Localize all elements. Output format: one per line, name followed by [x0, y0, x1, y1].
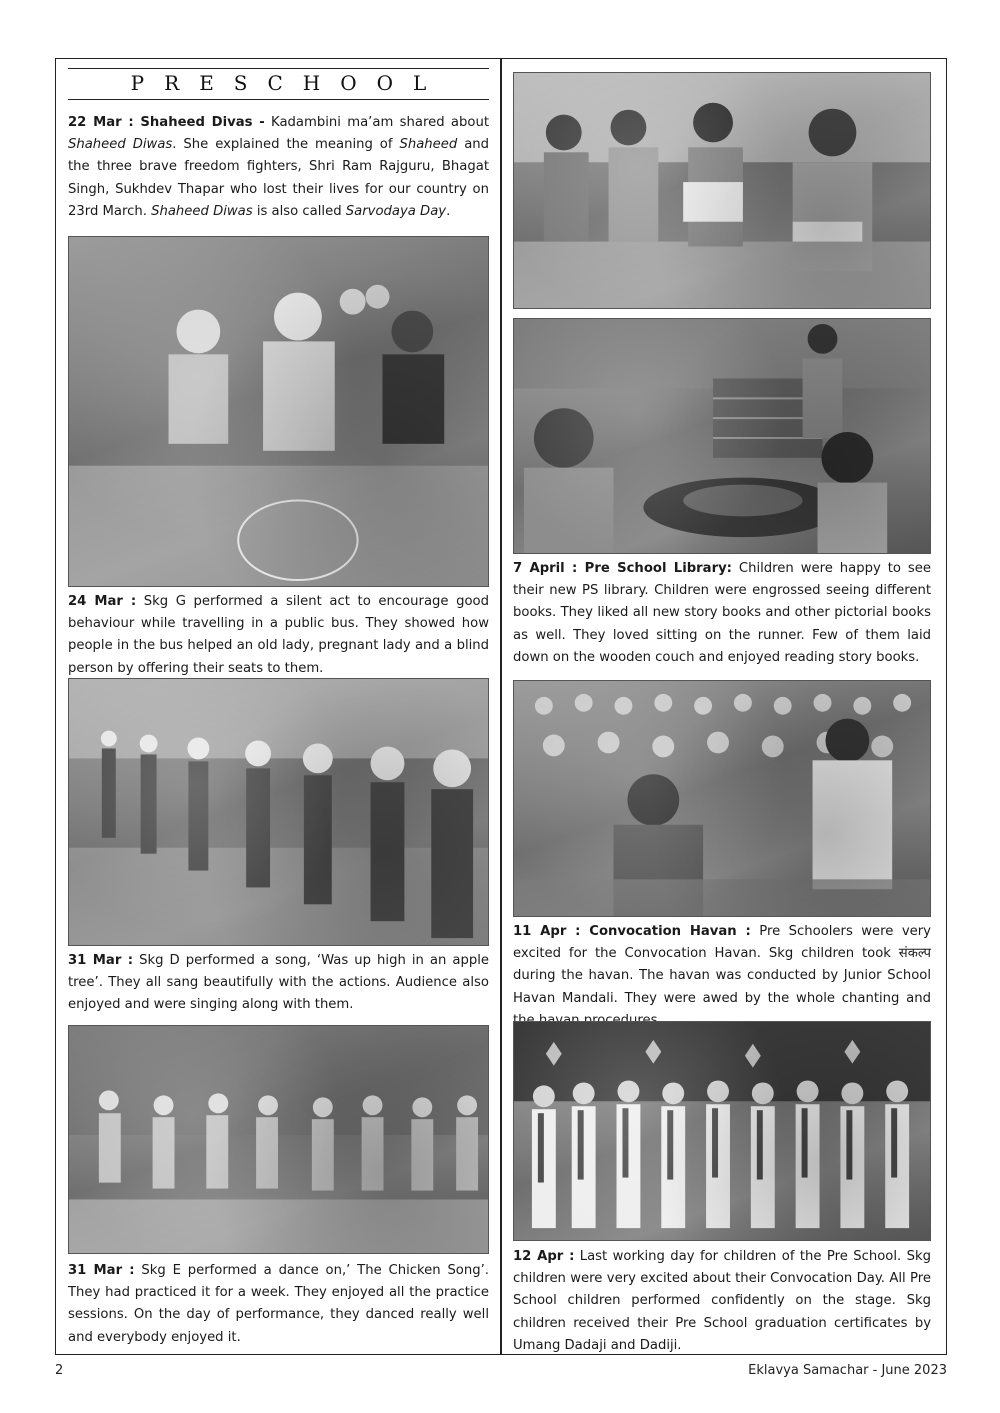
page-number: 2 [55, 1363, 64, 1378]
last-working-day-date: 12 Apr : [513, 1249, 575, 1264]
article-text: Kadambini ma’am shared about [264, 115, 489, 130]
shaheed-diwas-date: 22 Mar : Shaheed Divas - [68, 115, 265, 130]
skg-d-date: 31 Mar : [68, 953, 134, 968]
article-text: Skg G performed a silent act to encourage good behaviour while travelling in a public bus. They showed how people in the bus helped an old lady, pregnant lady and a blind person by offering their seats to them. [68, 594, 489, 676]
article-emphasis: Sarvodaya Day [345, 203, 447, 219]
article-text: . [446, 203, 451, 219]
convocation-stage-photo [513, 1021, 931, 1241]
article-text: Skg D performed a song, ‘Was up high in an apple tree’. They all sang beautifully with the actions. Audience also enjoyed and were singing along with them. [68, 953, 489, 1013]
article-text: Last working day for children of the Pre School. Skg children were very excited about their Convocation Day. All Pre School children performed confidently on the stage. Skg children received their Pre School graduation certificates by Umang Dadaji and Dadiji. [513, 1249, 931, 1353]
article-emphasis: Shaheed Diwas [68, 137, 173, 153]
article-text: . She explained the meaning of [172, 137, 400, 153]
skg-g-article [68, 591, 489, 680]
section-heading-bar [68, 68, 489, 100]
article-text: is also called [252, 203, 346, 219]
library-date: 7 April : Pre School Library: [513, 561, 732, 576]
library-article [513, 558, 931, 669]
skg-d-photo [68, 1025, 489, 1254]
article-emphasis: Shaheed Diwas [151, 203, 253, 219]
shaheed-diwas-article [68, 112, 489, 223]
article-text: Children were happy to see their new PS library. Children were engrossed seeing different books. They liked all new story books and other pictorial books as well. They loved sitting on the runner. Few of them laid down on the wooden couch and enjoyed reading story books. [513, 561, 931, 665]
convocation-havan-photo [513, 680, 931, 917]
article-text: Skg E performed a dance on,’ The Chicken Song’. They had practiced it for a week. They enjoyed all the practice sessions. On the day of performance, they danced really well and everybody enjoyed it. [68, 1263, 489, 1345]
skg-d-article [68, 950, 489, 1017]
article-text: Pre Schoolers were very excited for the Convocation Havan. Skg children took संकल्प during the havan. The havan was conducted by Junior School Havan Mandali. They were awed by the whole chanting and [513, 924, 931, 1006]
article-text: and the three brave freedom fighters, Shri Ram Rajguru, Bhagat Singh, Sukhdev Thapar who lost their lives for our country on 23rd March. [68, 137, 490, 219]
library-reading-photo [513, 72, 931, 309]
shaheed-diwas-photo [68, 236, 489, 587]
skg-e-article [68, 1260, 489, 1349]
last-working-day-article [513, 1246, 931, 1357]
skg-g-photo [68, 678, 489, 946]
article-emphasis: Shaheed [399, 137, 458, 153]
convocation-havan-date: 11 Apr : Convocation Havan : [513, 924, 751, 939]
skg-g-date: 24 Mar : [68, 594, 137, 609]
section-title: PRESCHOOL [130, 71, 447, 95]
publication-footer: Eklavya Samachar - June 2023 [748, 1363, 947, 1378]
convocation-havan-article [513, 921, 931, 1032]
library-room-photo [513, 318, 931, 554]
column-divider [500, 58, 502, 1355]
skg-e-date: 31 Mar : [68, 1263, 135, 1278]
